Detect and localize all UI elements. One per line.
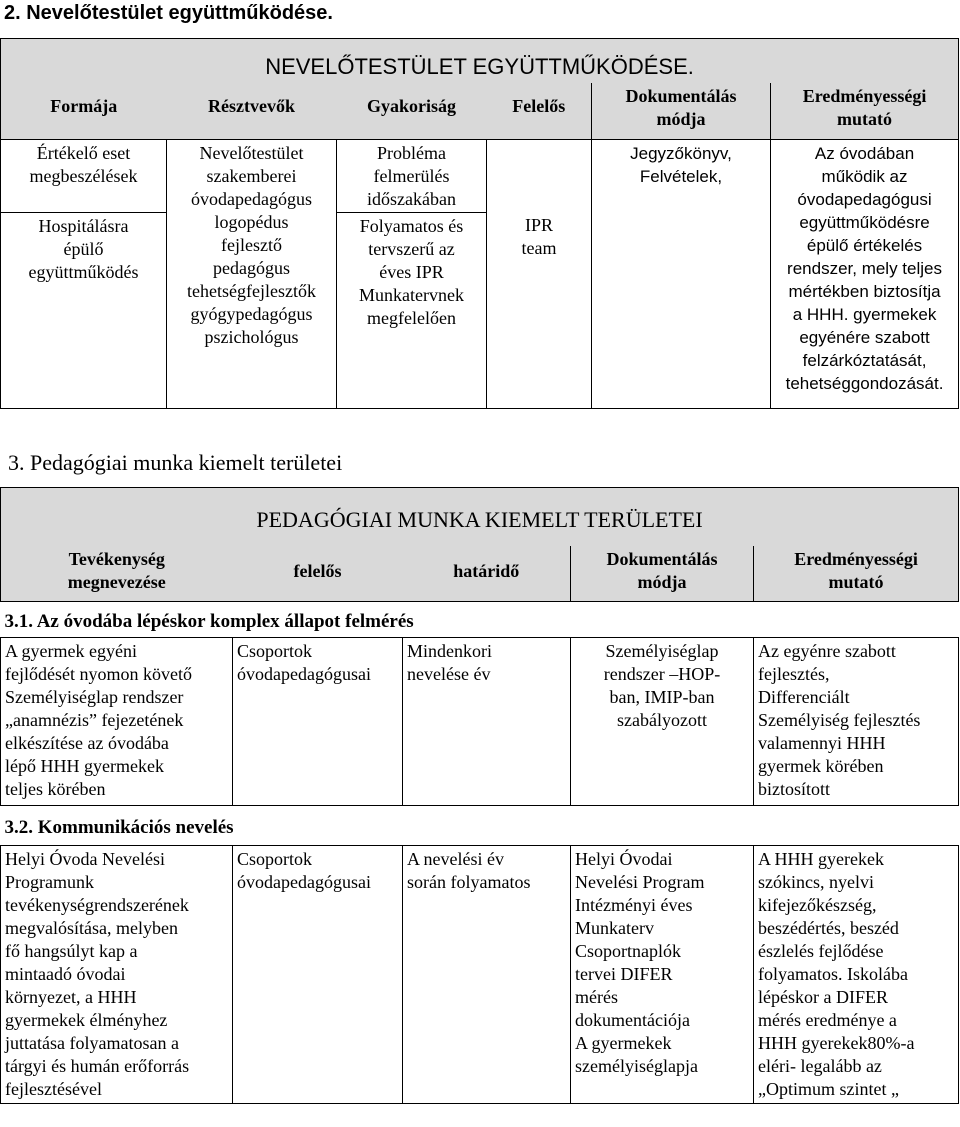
sub1-indicator: Az egyénre szabott fejlesztés, Differenciált Személyiség fejlesztés valamennyi HHH gyermek körében biztosított bbox=[754, 638, 959, 806]
sub1-deadline: Mindenkori nevelése év bbox=[403, 638, 571, 806]
sub2-deadline: A nevelési év során folyamatos bbox=[403, 846, 571, 1104]
header-eredmenyessegi: Eredményességi mutató bbox=[771, 83, 959, 139]
subsection-3-2 bbox=[1, 806, 959, 846]
header-dokumentalas: Dokumentálás módja bbox=[592, 83, 771, 139]
form-ertekelo: Értékelő eset megbeszélések bbox=[1, 140, 166, 213]
header-gyakorisag: Gyakoriság bbox=[337, 83, 487, 139]
frequency-cell bbox=[337, 139, 487, 409]
header-dokumentalas2: Dokumentálás módja bbox=[571, 546, 754, 602]
sub1-activity: A gyermek egyéni fejlődését nyomon követő Személyiséglap rendszer „anamnézis” fejezetének elkészítése az óvodába lépő HHH gyermekek teljes körében bbox=[1, 638, 233, 806]
header-felelos2: felelős bbox=[233, 546, 403, 602]
subsection-3-2-label: 3.2. Kommunikációs nevelés bbox=[4, 817, 234, 838]
header-tevekenyseg: Tevékenység megnevezése bbox=[1, 546, 233, 602]
sub1-responsible: Csoportok óvodapedagógusai bbox=[233, 638, 403, 806]
sub2-indicator: A HHH gyerekek szókincs, nyelvi kifejezőkészség, beszédértés, beszéd észlelés fejlődése folyamatos. Iskolába lépéskor a DIFER mérés eredménye a HHH gyerekek80%-a eléri- legalább az „Optimum szintet „ bbox=[754, 846, 959, 1104]
subsection-3-1-label: 3.1. Az óvodába lépéskor komplex állapot felmérés bbox=[4, 611, 414, 632]
participants-cell: Nevelőtestület szakemberei óvodapedagógus logopédus fejlesztő pedagógus tehetségfejlesztők gyógypedagógus pszichológus bbox=[167, 139, 337, 409]
frequency-folyamatos: Folyamatos és tervszerű az éves IPR Munkatervnek megfelelően bbox=[359, 215, 464, 328]
responsible-cell: IPR team bbox=[487, 139, 592, 409]
nevelotestulet-table bbox=[0, 38, 959, 409]
frequency-problema: Probléma felmerülés időszakában bbox=[337, 140, 486, 213]
header-hatarido: határidő bbox=[403, 546, 571, 602]
sub1-documentation: Személyiséglap rendszer –HOP- ban, IMIP-ban szabályozott bbox=[571, 638, 754, 806]
indicator-cell: Az óvodában működik az óvodapedagógusi együttműködésre épülő értékelés rendszer, mely teljes mértékben biztosítja a HHH. gyermekek egyénére szabott felzárkóztatását, tehetséggondozását. bbox=[771, 139, 959, 409]
subsection-3-1 bbox=[1, 602, 959, 638]
table-title: NEVELŐTESTÜLET EGYÜTTMŰKÖDÉSE. bbox=[1, 39, 959, 84]
sub2-documentation: Helyi Óvodai Nevelési Program Intézményi éves Munkaterv Csoportnaplók tervei DIFER mérés dokumentációja A gyermekek személyiséglapja bbox=[571, 846, 754, 1104]
header-felelos: Felelős bbox=[487, 83, 592, 139]
documentation-cell: Jegyzőkönyv, Felvételek, bbox=[592, 139, 771, 409]
forms-cell bbox=[1, 139, 167, 409]
header-resztvevok: Résztvevők bbox=[167, 83, 337, 139]
header-eredmenyessegi2: Eredményességi mutató bbox=[754, 546, 959, 602]
pedagogiai-table bbox=[0, 487, 959, 1104]
table2-title: PEDAGÓGIAI MUNKA KIEMELT TERÜLETEI bbox=[1, 488, 959, 546]
sub2-responsible: Csoportok óvodapedagógusai bbox=[233, 846, 403, 1104]
sub2-activity: Helyi Óvoda Nevelési Programunk tevékenységrendszerének megvalósítása, melyben fő hangsúlyt kap a mintaadó óvodai környezet, a HHH gyermekek élményhez juttatása folyamatosan a tárgyi és humán erőforrás fejlesztésével bbox=[1, 846, 233, 1104]
section-3-heading: 3. Pedagógiai munka kiemelt területei bbox=[8, 450, 343, 475]
header-formaja: Formája bbox=[1, 83, 167, 139]
section-2-heading: 2. Nevelőtestület együttműködése. bbox=[4, 2, 333, 24]
form-hospitalas: Hospitálásra épülő együttműködés bbox=[28, 215, 139, 282]
